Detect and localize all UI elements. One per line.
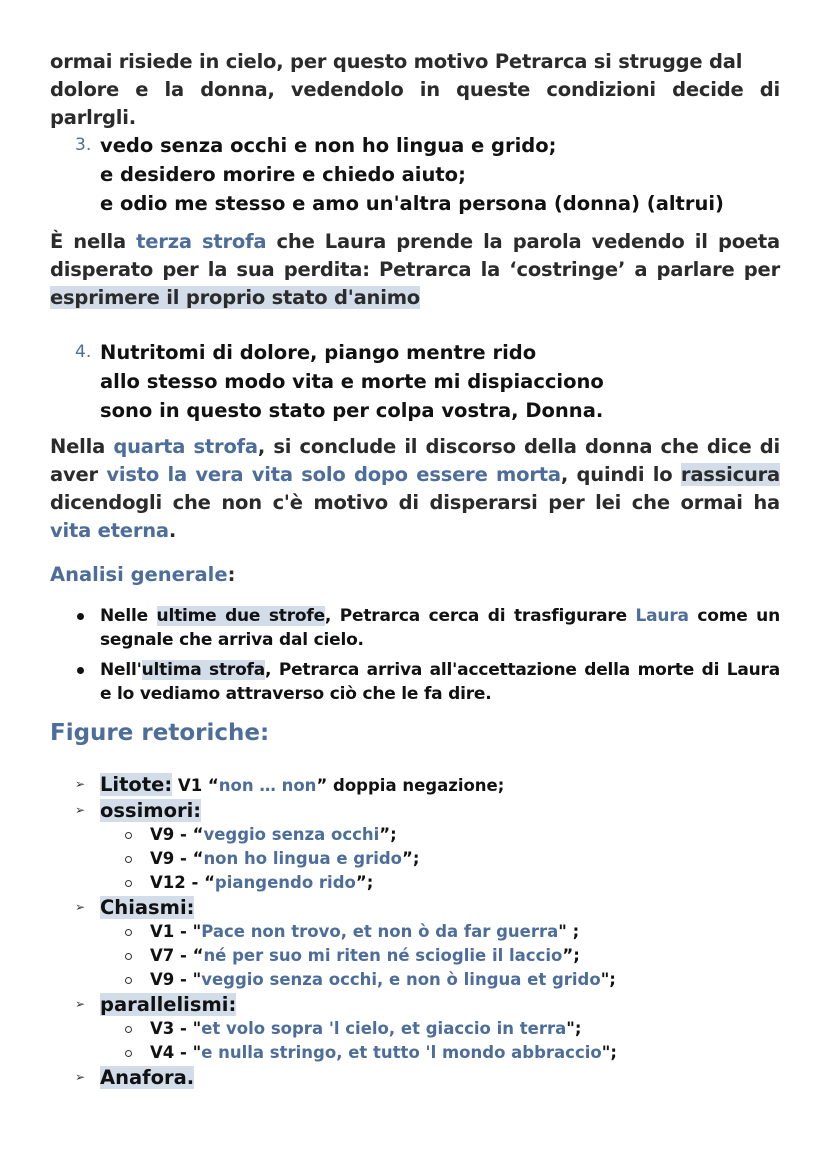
dot-bullet-icon [77,613,84,620]
verse-4-line-1: 4. Nutritomi di dolore, piango mentre rido [75,338,795,367]
verse-3-number: 3. [75,135,92,155]
intro-line-2: dolore e la donna, vedendolo in queste condizioni decide di parlrgli. [50,78,780,129]
circle-bullet-icon [125,929,132,936]
parallelismi-sub-item: V3 - "et volo sopra 'l cielo, et giaccio in terra"; [75,1017,780,1041]
arrow-bullet-icon: ➢ [75,777,86,791]
intro-line-1: ormai risiede in cielo, per questo motivo Petrarca si strugge dal [50,50,743,73]
keyword-quarta-strofa: quarta strofa [113,435,258,458]
analisi-list [75,604,780,712]
ossimori-sub-item: V9 - “non ho lingua e grido”; [75,847,780,871]
chiasmi-sub-item: V9 - "veggio senza occhi, e non ò lingua et grido"; [75,968,780,992]
circle-bullet-icon [125,1026,132,1033]
circle-bullet-icon [125,1050,132,1057]
arrow-bullet-icon: ➢ [75,1070,86,1084]
verse-3-line-3: e odio me stesso e amo un'altra persona (donna) (altrui) [100,192,724,215]
arrow-bullet-icon: ➢ [75,900,86,914]
verse-4-line-2: allo stesso modo vita e morte mi dispiacciono [100,370,604,393]
intro-paragraph [50,48,780,132]
chiasmi-sub-item: V7 - “né per suo mi riten né scioglie il laccio”; [75,944,780,968]
keyword-terza-strofa: terza strofa [136,230,267,253]
analisi-heading: Analisi generale: [50,563,236,586]
figure-retoriche-heading: Figure retoriche: [50,720,270,746]
arrow-bullet-icon: ➢ [75,997,86,1011]
dot-bullet-icon [77,667,84,674]
terza-strofa-paragraph: È nella terza strofa che Laura prende la parola vedendo il poeta disperato per la sua perdita: Petrarca la ‘costringe’ a parlare per esprimere il proprio stato d'animo [50,230,781,309]
ossimori-sub-item: V12 - “piangendo rido”; [75,871,780,895]
list-item: Nelle ultime due strofe, Petrarca cerca di trasfigurare Laura come un segnale che arriva dal cielo. [75,604,780,652]
verse-4-line-3: sono in questo stato per colpa vostra, Donna. [100,399,604,422]
arrow-bullet-icon: ➢ [75,803,86,817]
circle-bullet-icon [125,856,132,863]
highlight-stato-animo: esprimere il proprio stato d'animo [50,286,421,309]
circle-bullet-icon [125,832,132,839]
keyword-vita-eterna: vita eterna [50,519,169,542]
quarta-strofa-paragraph: Nella quarta strofa, si conclude il discorso della donna che dice di aver visto la vera vita solo dopo essere morta, quindi lo rassicura dicendogli che non c'è motivo di disperarsi per lei che ormai ha vita eterna. [50,435,780,542]
circle-bullet-icon [125,880,132,887]
verse-3 [75,131,795,218]
ossimori-sub-item: V9 - “veggio senza occhi”; [75,823,780,847]
chiasmi-item: ➢ Chiasmi: [75,896,195,919]
verse-4 [75,338,795,425]
verse-4-number: 4. [75,342,92,362]
figure-list [75,772,780,1090]
verse-3-line-1: 3. vedo senza occhi e non ho lingua e grido; [75,131,795,160]
keyword-vera-vita: visto la vera vita solo dopo essere morta [106,463,561,486]
parallelismi-sub-item: V4 - "e nulla stringo, et tutto 'l mondo abbraccio"; [75,1041,780,1065]
circle-bullet-icon [125,977,132,984]
list-item: Nell'ultima strofa, Petrarca arriva all'accettazione della morte di Laura e lo vediamo attraverso ciò che le fa dire. [75,658,780,706]
verse-3-line-2: e desidero morire e chiedo aiuto; [100,163,466,186]
circle-bullet-icon [125,953,132,960]
ossimori-item: ➢ ossimori: [75,799,202,822]
chiasmi-sub-item: V1 - "Pace non trovo, et non ò da far guerra" ; [75,920,780,944]
litote-item: ➢ Litote: V1 “non … non” doppia negazione; [75,773,505,796]
anafora-item: ➢ Anafora. [75,1066,195,1089]
highlight-rassicura: rassicura [680,463,780,486]
parallelismi-item: ➢ parallelismi: [75,993,237,1016]
